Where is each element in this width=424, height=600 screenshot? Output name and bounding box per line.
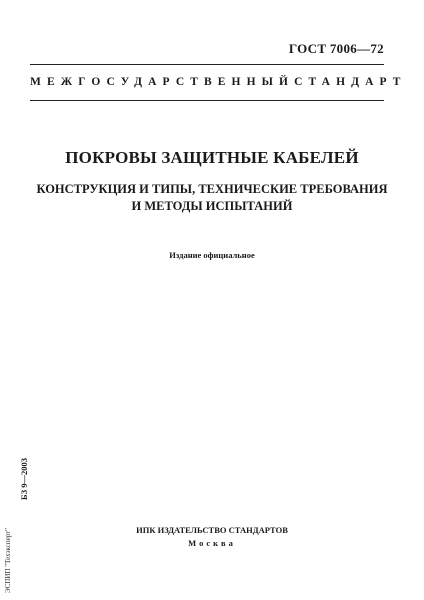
subtitle-line-1: КОНСТРУКЦИЯ И ТИПЫ, ТЕХНИЧЕСКИЕ ТРЕБОВАНИЯ	[36, 182, 388, 196]
side-watermark-note: ЭСПИП "Техэксперт"	[4, 527, 12, 593]
publisher: ИПК ИЗДАТЕЛЬСТВО СТАНДАРТОВ	[136, 525, 288, 535]
document-title: ПОКРОВЫ ЗАЩИТНЫЕ КАБЕЛЕЙ	[65, 148, 359, 167]
edition-label: Издание официальное	[169, 250, 255, 260]
publisher-city: Москва	[188, 538, 236, 548]
header-rule-bottom	[30, 100, 384, 101]
standard-word: СТАНДАРТ	[294, 76, 407, 88]
standard-number: ГОСТ 7006—72	[288, 41, 384, 56]
subtitle-line-2: И МЕТОДЫ ИСПЫТАНИЙ	[131, 199, 293, 213]
document-subtitle	[0, 181, 424, 215]
interstate-standard-banner	[30, 76, 407, 88]
interstate-word: МЕЖГОСУДАРСТВЕННЫЙ	[30, 76, 295, 88]
header-rule-top	[30, 64, 384, 65]
side-code: БЗ 9—2003	[19, 458, 29, 500]
